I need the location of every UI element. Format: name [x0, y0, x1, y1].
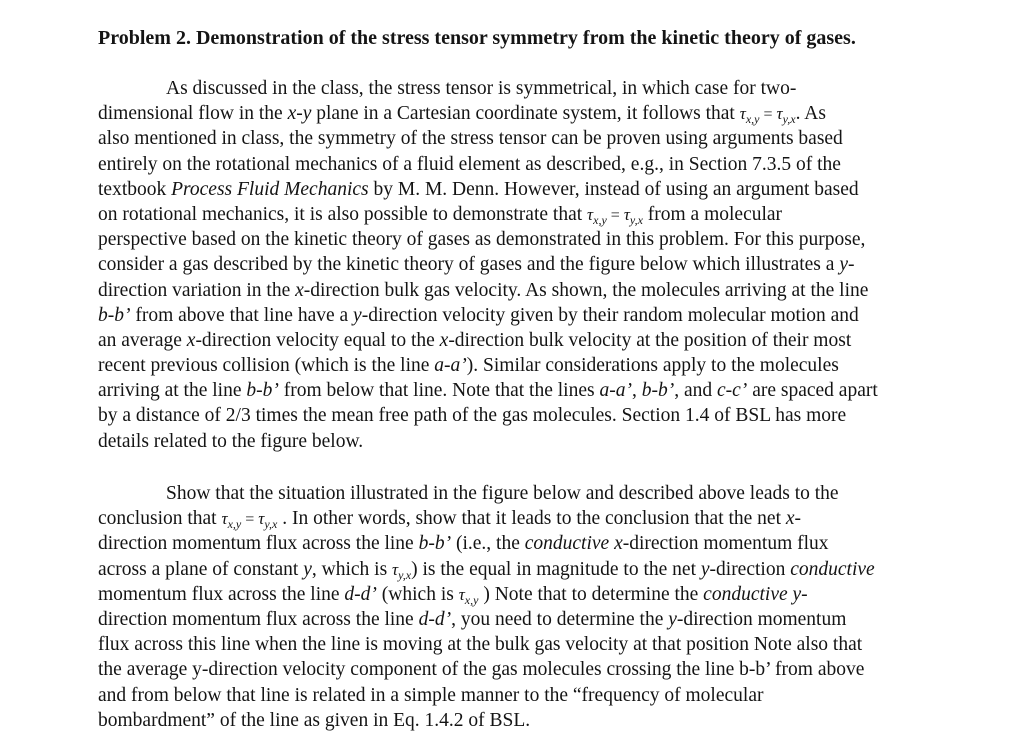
text-line: [98, 227, 878, 252]
text-italic: b-b’: [418, 533, 452, 555]
text-line: [98, 76, 878, 101]
text-run: momentum flux across the line: [98, 583, 345, 605]
text-line: [98, 378, 878, 403]
text-line: [98, 152, 878, 177]
text-run: ) is the equal in magnitude to the net: [411, 558, 701, 580]
text-line: [98, 506, 875, 531]
text-run: across a plane of constant: [98, 558, 304, 580]
text-run: textbook: [98, 178, 172, 200]
text-run: entirely on the rotational mechanics of a fluid element as described, e.g., in Section 7.3.5 of the: [98, 153, 841, 175]
text-italic: y: [668, 608, 677, 630]
text-run: conclusion that: [98, 508, 222, 530]
text-line: [98, 657, 875, 682]
tau-symbol: τ: [623, 204, 630, 224]
text-run: direction variation in the: [98, 279, 296, 301]
subscript: x,y: [464, 592, 479, 607]
text-run: from below that line. Note that the lines: [278, 380, 600, 402]
tau-symbol: τ: [587, 204, 594, 224]
text-line: [98, 429, 878, 454]
text-run: (i.e., the: [451, 533, 525, 555]
subscript: y,x: [629, 212, 643, 227]
text-run: -direction momentum: [676, 608, 847, 630]
text-italic: x-: [785, 508, 802, 530]
text-italic: conductive: [524, 533, 610, 555]
text-italic: a-a’: [599, 380, 632, 402]
tau-xy-symbol: [459, 584, 479, 605]
text-run: -direction momentum flux: [622, 533, 829, 555]
subscript: x,y: [593, 212, 607, 227]
text-run: flux across this line when the line is moving at the bulk gas velocity at that position Note also that: [98, 634, 863, 656]
equation-tau-xy-eq-tau-yx: [221, 508, 278, 532]
text-line: [98, 557, 875, 582]
subscript: x,y: [745, 112, 760, 127]
text-run: Show that the situation illustrated in the figure below and described above leads to the: [166, 483, 839, 504]
text-line: [98, 101, 878, 126]
text-italic: a-a’: [434, 355, 467, 377]
text-run: -direction velocity given by their random molecular motion and: [361, 304, 859, 326]
text-line: [98, 632, 875, 657]
text-italic: c-c’: [717, 380, 748, 402]
text-run: from a molecular: [642, 203, 783, 225]
text-line: [98, 481, 875, 506]
paragraph-1: [98, 76, 878, 454]
tau-symbol: τ: [739, 104, 746, 124]
subscript: x,y: [227, 517, 242, 532]
text-line: [98, 303, 878, 328]
text-line: [98, 278, 878, 303]
text-run: by M. M. Denn. However, instead of using an argument based: [368, 178, 859, 200]
text-line: [98, 328, 878, 353]
text-run: -direction: [709, 558, 791, 580]
tau-symbol: τ: [458, 584, 465, 604]
text-run: direction momentum flux across the line: [98, 608, 419, 630]
tau-yx-symbol: [392, 559, 411, 580]
text-line: [98, 353, 878, 378]
text-italic: y: [303, 558, 312, 580]
text-run: . In other words, show that it leads to the conclusion that the net: [277, 508, 786, 530]
text-italic: conductive y-: [703, 583, 808, 605]
text-italic: d-d’: [344, 583, 377, 605]
text-line: [98, 531, 875, 556]
tau-symbol: τ: [392, 559, 399, 579]
text-run: are spaced apart: [747, 380, 878, 402]
text-run: the average y-direction velocity component of the gas molecules crossing the line b-b’ from above: [98, 659, 865, 681]
text-run: (which is: [376, 583, 459, 605]
text-italic: d-d’: [418, 608, 452, 630]
text-run: also mentioned in class, the symmetry of the stress tensor can be proven using arguments based: [98, 128, 843, 150]
text-line: [98, 683, 875, 708]
text-italic: x: [186, 329, 196, 351]
equals-sign: =: [241, 511, 259, 529]
text-italic: y-: [839, 254, 855, 276]
text-run: -direction velocity equal to the: [195, 329, 440, 351]
tau-symbol: τ: [258, 509, 265, 529]
text-run: by a distance of 2/3 times the mean free path of the gas molecules. Section 1.4 of BSL has more: [98, 405, 847, 427]
text-run: arriving at the line: [98, 380, 247, 402]
text-italic: b-b’: [641, 380, 675, 402]
equation-tau-xy-eq-tau-yx: [739, 103, 796, 127]
text-run: consider a gas described by the kinetic theory of gases and the figure below which illustrates a: [98, 254, 840, 276]
text-line: [98, 177, 878, 202]
text-line: [98, 708, 875, 733]
text-run: perspective based on the kinetic theory of gases as demonstrated in this problem. For this purpose,: [98, 229, 866, 251]
text-run: plane in a Cartesian coordinate system, it follows that: [311, 103, 740, 125]
text-line: [98, 403, 878, 428]
equals-sign: =: [606, 206, 624, 224]
text-run: As discussed in the class, the stress tensor is symmetrical, in which case for two-: [166, 78, 797, 99]
equals-sign: =: [759, 106, 777, 124]
text-line: [98, 607, 875, 632]
textbook-title: Process Fluid Mechanics: [171, 178, 369, 200]
text-italic: b-b’: [98, 304, 131, 326]
text-run: details related to the figure below.: [98, 430, 364, 452]
text-run: from above that line have a: [130, 304, 354, 326]
text-italic: conductive: [790, 558, 875, 580]
problem-title: Problem 2. Demonstration of the stress tensor symmetry from the kinetic theory of gases.: [98, 27, 856, 49]
text-run: bombardment” of the line as given in Eq. 1.4.2 of BSL.: [98, 709, 531, 731]
text-italic: y: [353, 304, 362, 326]
tau-symbol: τ: [221, 509, 228, 529]
text-line: [98, 126, 878, 151]
text-run: dimensional flow in the: [98, 103, 288, 125]
text-run: an average: [98, 329, 187, 351]
equation-tau-xy-eq-tau-yx: [587, 204, 643, 225]
text-run: ) Note that to determine the: [478, 583, 704, 605]
text-italic: x: [439, 329, 449, 351]
text-run: , you need to determine the: [451, 608, 669, 630]
text-italic: x: [295, 279, 304, 301]
subscript: y,x: [264, 517, 278, 532]
text-run: -direction bulk gas velocity. As shown, the molecules arriving at the line: [303, 279, 869, 301]
text-italic: x-y: [287, 103, 312, 125]
paragraph-2: [98, 481, 875, 733]
text-run: ). Similar considerations apply to the molecules: [466, 355, 839, 377]
subscript: y,x: [782, 112, 796, 127]
text-italic: y: [700, 558, 710, 580]
text-line: [98, 582, 875, 607]
text-run: direction momentum flux across the line: [98, 533, 419, 555]
text-run: on rotational mechanics, it is also possible to demonstrate that: [98, 203, 588, 225]
text-run: and from below that line is related in a simple manner to the “frequency of molecular: [98, 684, 764, 706]
tau-symbol: τ: [776, 104, 783, 124]
text-run: , which is: [311, 558, 393, 580]
subscript: y,x: [398, 567, 412, 582]
text-italic: x: [614, 533, 623, 555]
text-run: recent previous collision (which is the line: [98, 355, 435, 377]
text-run: , and: [674, 380, 717, 402]
text-line: [98, 252, 878, 277]
text-run: -direction bulk velocity at the position of their most: [448, 329, 852, 351]
text-run: ,: [631, 380, 642, 402]
text-line: [98, 202, 878, 227]
text-run: . As: [795, 103, 826, 125]
text-italic: b-b’: [246, 380, 279, 402]
